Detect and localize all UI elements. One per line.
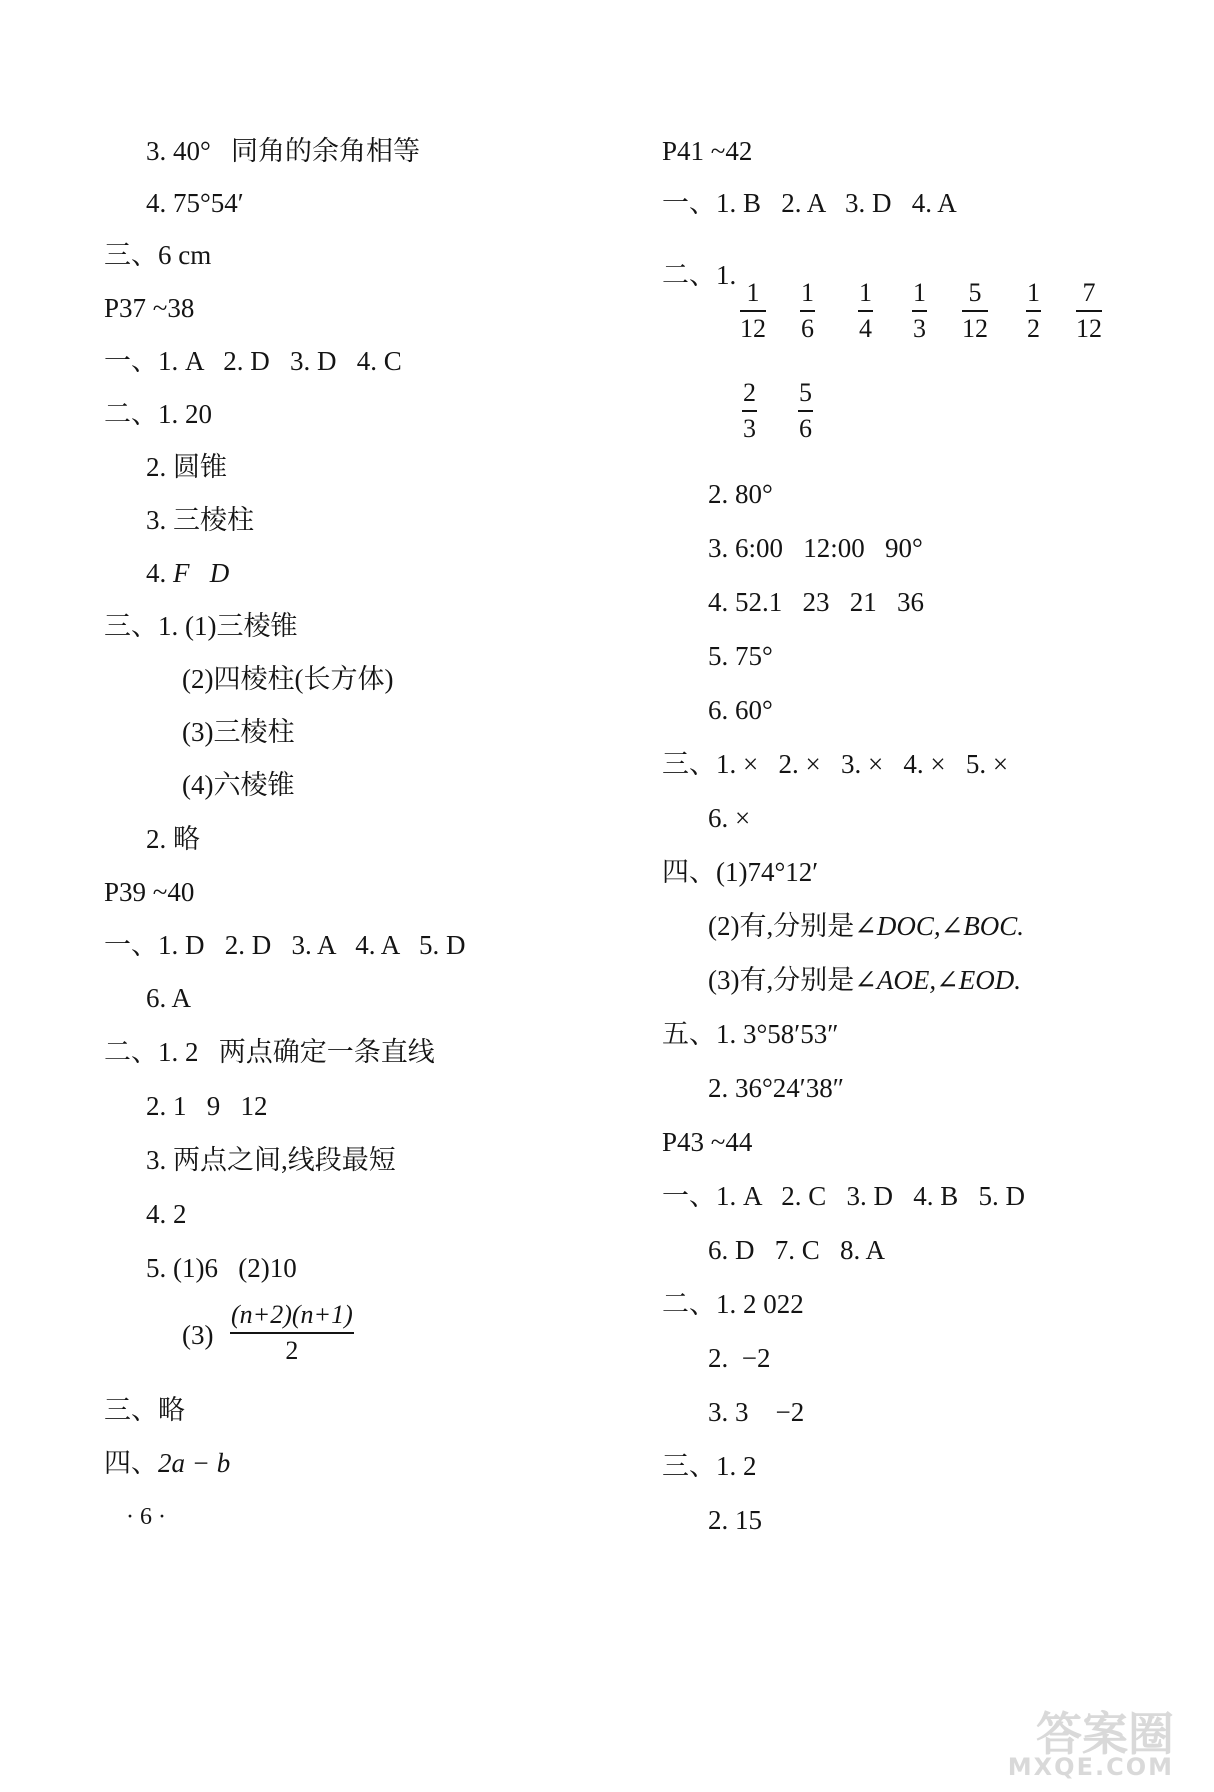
fraction-numerator: 1 <box>912 278 927 312</box>
fraction <box>798 378 813 444</box>
fraction-denominator: 6 <box>801 314 814 343</box>
answer-line: 三、1. (1)三棱锥 <box>104 611 298 641</box>
fraction <box>1076 278 1102 344</box>
answer-line: 6. A <box>146 983 192 1013</box>
fraction-denominator: 12 <box>1076 314 1102 343</box>
fraction-numerator: 2 <box>742 378 757 412</box>
fraction-numerator: 5 <box>798 378 813 412</box>
answer-line: 2. 圆锥 <box>146 452 227 482</box>
answer-text: (2)有,分别是 <box>708 911 855 941</box>
answer-line: 二、1. <box>662 260 737 290</box>
fraction <box>858 278 873 344</box>
answer-line: 6. × <box>708 803 751 833</box>
answer-line: (2)四棱柱(长方体) <box>182 664 394 694</box>
fraction <box>230 1300 354 1366</box>
angle-list: ∠DOC,∠BOC. <box>854 911 1024 941</box>
answer-line: 一、1. A 2. C 3. D 4. B 5. D <box>662 1181 1026 1211</box>
fraction <box>962 278 988 344</box>
fraction-denominator: 4 <box>859 314 872 343</box>
page-range-heading: P41 ~42 <box>662 136 753 166</box>
answer-line: 三、1. 2 <box>662 1451 757 1481</box>
answer-line: 3. 三棱柱 <box>146 505 254 535</box>
page-number: · 6 · <box>126 1504 166 1530</box>
answer-line: 6. D 7. C 8. A <box>708 1235 886 1265</box>
answer-line: 3. 6:00 12:00 90° <box>708 533 923 563</box>
answer-line: 4. 75°54′ <box>146 188 244 218</box>
answer-line: 三、6 cm <box>104 240 212 270</box>
fraction-denominator: 3 <box>913 314 926 343</box>
answer-line: 二、1. 2 022 <box>662 1289 804 1319</box>
answer-line: 6. 60° <box>708 695 773 725</box>
answer-line: 一、1. B 2. A 3. D 4. A <box>662 188 957 218</box>
answer-line: 2. −2 <box>708 1343 771 1373</box>
section-number: 四、 <box>104 1448 158 1478</box>
fraction-denominator: 12 <box>740 314 766 343</box>
fraction-numerator: 1 <box>1026 278 1041 312</box>
fraction <box>1026 278 1041 344</box>
answer-line <box>104 1446 230 1480</box>
expression: 2a − b <box>158 1448 231 1478</box>
answer-line: 三、略 <box>104 1395 185 1425</box>
fraction-numerator: 1 <box>740 278 766 312</box>
angle-list: ∠AOE,∠EOD. <box>854 965 1021 995</box>
answer-line: 二、1. 20 <box>104 399 212 429</box>
fraction-numerator: (n+2)(n+1) <box>230 1300 354 1334</box>
answer-line: 一、1. D 2. D 3. A 4. A 5. D <box>104 930 466 960</box>
answer-letter: F <box>173 558 190 588</box>
fraction-denominator: 2 <box>285 1336 299 1365</box>
fraction <box>742 378 757 444</box>
answer-line: 5. (1)6 (2)10 <box>146 1253 297 1283</box>
page-range-heading: P37 ~38 <box>104 293 195 323</box>
fraction-denominator: 2 <box>1027 314 1040 343</box>
answer-line: 四、(1)74°12′ <box>662 857 819 887</box>
answer-line: 2. 1 9 12 <box>146 1091 268 1121</box>
fraction-denominator: 12 <box>962 314 988 343</box>
answer-line <box>708 963 1021 997</box>
answer-text: (3)有,分别是 <box>708 965 855 995</box>
fraction-numerator: 7 <box>1076 278 1102 312</box>
page-range-heading: P39 ~40 <box>104 877 195 907</box>
fraction-denominator: 3 <box>743 414 756 443</box>
watermark <box>1007 1707 1174 1781</box>
answer-line <box>708 909 1024 943</box>
answer-line: (3) <box>182 1320 214 1350</box>
answer-line: 2. 36°24′38″ <box>708 1073 844 1103</box>
answer-line: (3)三棱柱 <box>182 717 295 747</box>
answer-line: 一、1. A 2. D 3. D 4. C <box>104 346 402 376</box>
answer-line: 三、1. × 2. × 3. × 4. × 5. × <box>662 749 1009 779</box>
fraction <box>912 278 927 344</box>
fraction-denominator: 6 <box>799 414 812 443</box>
answer-line: 3. 两点之间,线段最短 <box>146 1145 396 1175</box>
answer-line: 二、1. 2 两点确定一条直线 <box>104 1037 435 1067</box>
answer-line: (4)六棱锥 <box>182 770 295 800</box>
page-range-heading: P43 ~44 <box>662 1127 753 1157</box>
item-number: 4. <box>146 558 173 588</box>
fraction <box>800 278 815 344</box>
answer-line: 4. 52.1 23 21 36 <box>708 587 924 617</box>
fraction-numerator: 5 <box>962 278 988 312</box>
answer-line: 5. 75° <box>708 641 773 671</box>
answer-line: 2. 15 <box>708 1505 762 1535</box>
fraction <box>740 278 766 344</box>
watermark-url: MXQE.COM <box>1007 1753 1174 1781</box>
answer-letter: D <box>209 558 230 588</box>
answer-line <box>146 556 229 590</box>
answer-line: 3. 3 −2 <box>708 1397 805 1427</box>
fraction-numerator: 1 <box>858 278 873 312</box>
answer-line: 2. 略 <box>146 824 200 854</box>
answer-line: 五、1. 3°58′53″ <box>662 1019 839 1049</box>
answer-line: 2. 80° <box>708 479 773 509</box>
answer-line: 4. 2 <box>146 1199 187 1229</box>
answer-line: 3. 40° 同角的余角相等 <box>146 136 421 166</box>
watermark-text: 答案圈 <box>1036 1707 1174 1761</box>
fraction-numerator: 1 <box>800 278 815 312</box>
